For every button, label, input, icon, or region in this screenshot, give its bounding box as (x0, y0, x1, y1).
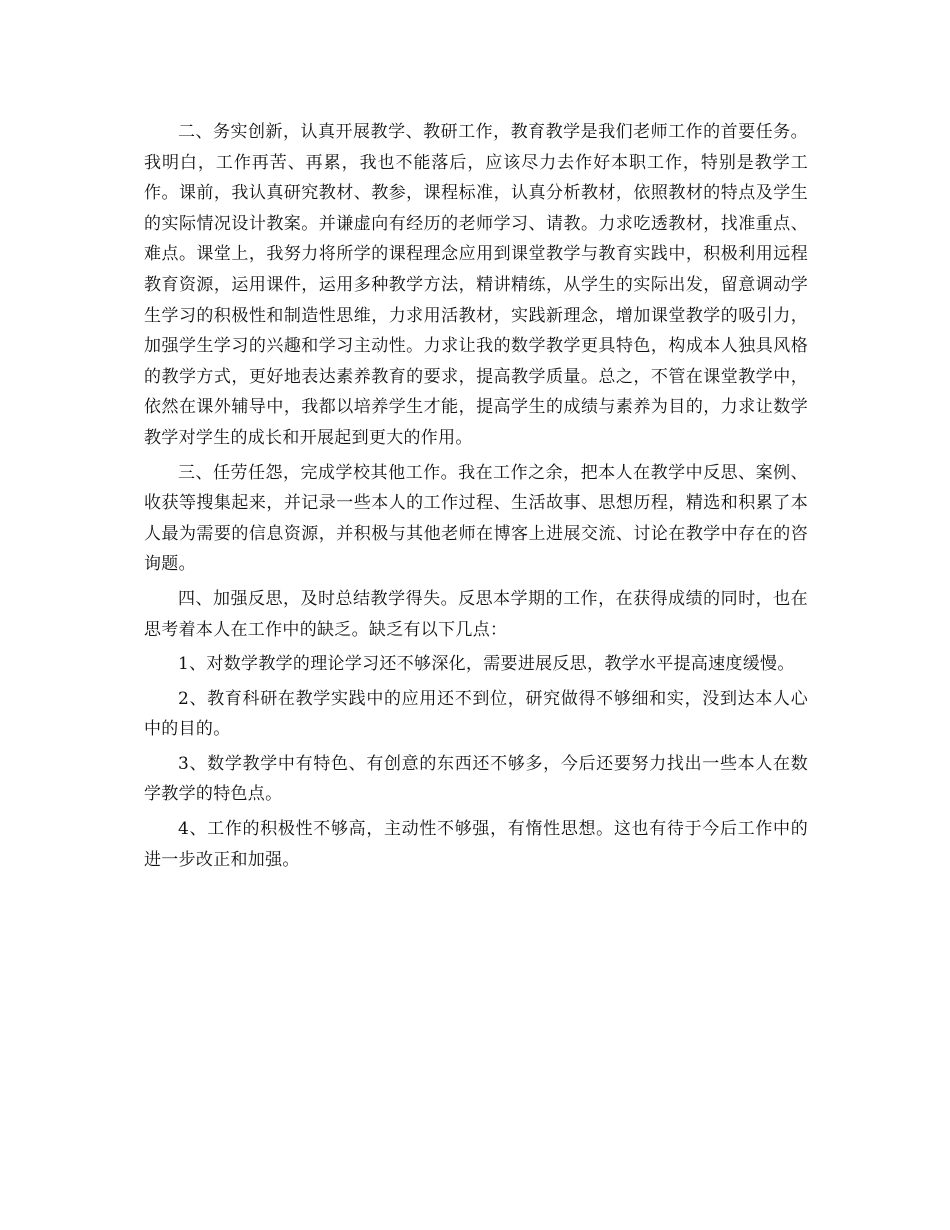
document-body (144, 117, 808, 875)
shortcoming-item-3: 3、数学教学中有特色、有创意的东西还不够多，今后还要努力找出一些本人在数学教学的特色点。 (144, 753, 808, 805)
paragraph-other-work: 三、任劳任怨，完成学校其他工作。我在工作之余，把本人在教学中反思、案例、收获等搜集起来，并记录一些本人的工作过程、生活故事、思想历程，精选和积累了本人最为需要的信息资源，并积极与其他老师在博客上进展交流、讨论在教学中存在的咨询题。 (144, 462, 808, 575)
shortcoming-item-2: 2、教育科研在教学实践中的应用还不到位，研究做得不够细和实，没到达本人心中的目的。 (144, 688, 808, 740)
shortcoming-item-1: 1、对数学教学的理论学习还不够深化，需要进展反思，教学水平提高速度缓慢。 (178, 654, 795, 675)
shortcoming-item-4: 4、工作的积极性不够高，主动性不够强，有惰性思想。这也有待于今后工作中的进一步改正和加强。 (144, 819, 808, 870)
paragraph-reflection: 四、加强反思，及时总结教学得失。反思本学期的工作，在获得成绩的同时，也在思考着本人在工作中的缺乏。缺乏有以下几点： (144, 588, 808, 640)
paragraph-teaching-work: 二、务实创新，认真开展教学、教研工作，教育教学是我们老师工作的首要任务。我明白，工作再苦、再累，我也不能落后，应该尽力去作好本职工作，特别是教学工作。课前，我认真研究教材、教参，课程标准，认真分析教材，依照教材的特点及学生的实际情况设计教案。并谦虚向有经历的老师学习、请教。力求吃透教材，找准重点、难点。课堂上，我努力将所学的课程理念应用到课堂教学与教育实践中，积极利用远程教育资源，运用课件，运用多种教学方法，精讲精练，从学生的实际出发，留意调动学生学习的积极性和制造性思维，力求用活教材，实践新理念，增加课堂教学的吸引力，加强学生学习的兴趣和学习主动性。力求让我的数学教学更具特色，构成本人独具风格的教学方式，更好地表达素养教育的要求，提高教学质量。总之，不管在课堂教学中，依然在课外辅导中，我都以培养学生才能，提高学生的成绩与素养为目的，力求让数学教学对学生的成长和开展起到更大的作用。 (144, 122, 808, 448)
